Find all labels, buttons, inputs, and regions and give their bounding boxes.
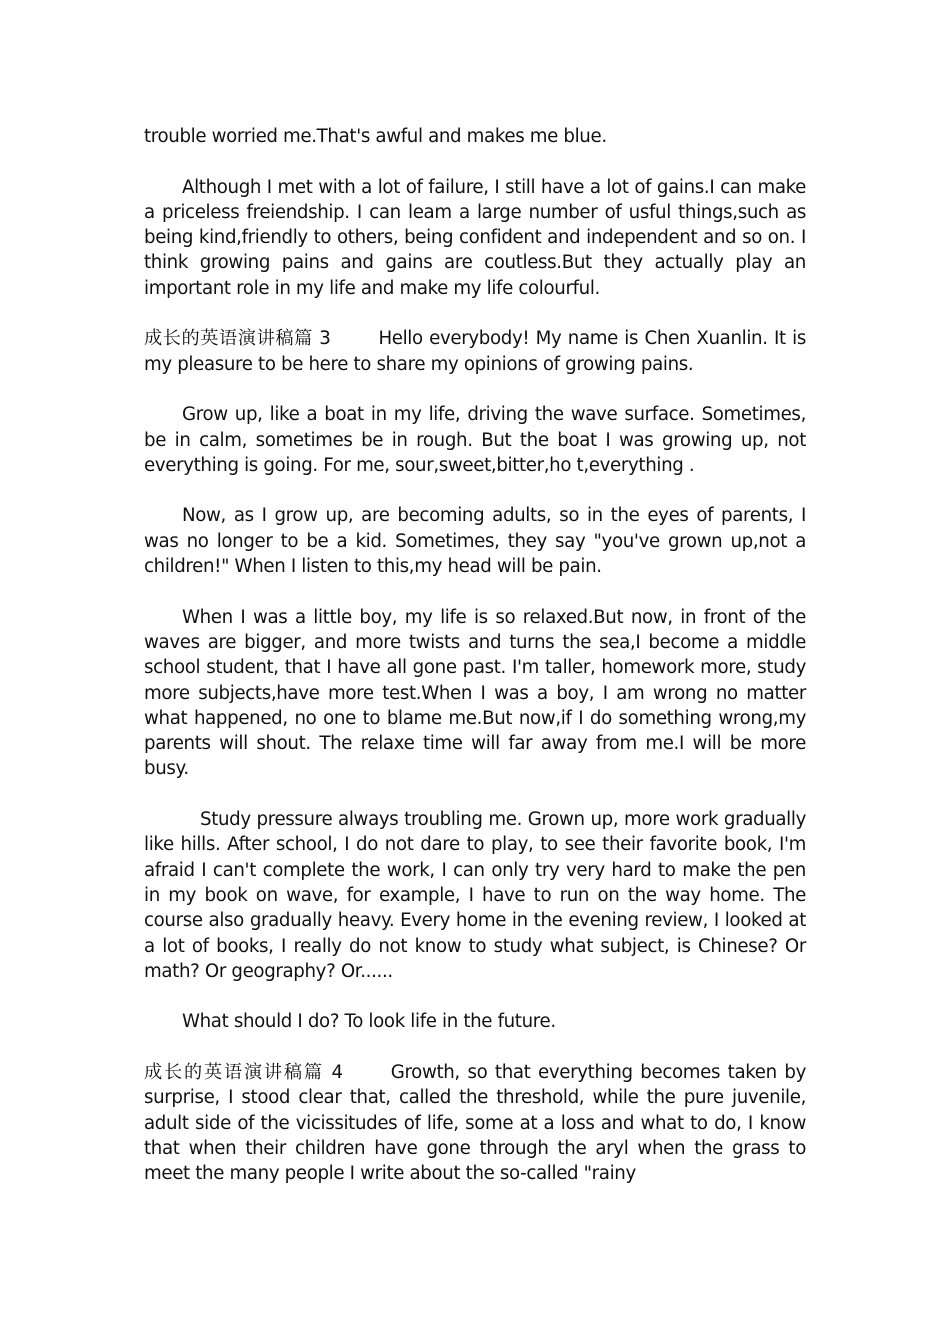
paragraph-text: Now, as I grow up, are becoming adults, so in the eyes of parents, I was no longer to be a kid. Sometimes, they say "you've grown up,not a children!" When I listen to this,my head will be pain. bbox=[144, 505, 806, 578]
paragraph-little-boy bbox=[144, 605, 806, 782]
paragraph-boat bbox=[144, 402, 806, 478]
paragraph-text: Study pressure always troubling me. Grown up, more work gradually like hills. After school, I do not dare to play, to see their favorite book, I'm afraid I can't complete the work, I can only try very hard to make the pen in my book on wave, for example, I have to run on the way home. The course also gradually heavy. Every home in the evening review, I looked at a lot of books, I really do not know to study what subject, is Chinese? Or math? Or geography? Or...... bbox=[144, 809, 806, 982]
section-heading-4: 成长的英语演讲稿篇 4 bbox=[144, 1061, 343, 1083]
paragraph-continuation bbox=[144, 124, 806, 149]
paragraph-adults bbox=[144, 503, 806, 579]
paragraph-what-should-i-do bbox=[144, 1009, 806, 1034]
document-body bbox=[144, 124, 806, 1186]
paragraph-text: Although I met with a lot of failure, I still have a lot of gains.I can make a priceless freiendship. I can leam a large number of usful things,such as being kind,friendly to others, being confident and independent and so on. I think growing pains and gains are coutless.But they actually play an important role in my life and make my life colourful. bbox=[144, 176, 806, 299]
paragraph-gains bbox=[144, 175, 806, 301]
paragraph-study-pressure bbox=[144, 807, 806, 984]
paragraph-text: Growth, so that everything becomes taken by surprise, I stood clear that, called the threshold, while the pure juvenile, adult side of the vicissitudes of life, some at a loss and what to do, I know that when their children have gone through the aryl when the grass to meet the many people I write about the so-called "rainy bbox=[144, 1061, 806, 1185]
section-heading-3: 成长的英语演讲稿篇 3 bbox=[144, 328, 331, 350]
paragraph-text: When I was a little boy, my life is so relaxed.But now, in front of the waves are bigger, and more twists and turns the sea,I become a middle school student, that I have all gone past. I'm taller, homework more, study more subjects,have more test.When I was a boy, I am wrong no matter what happened, no one to blame me.But now,if I do something wrong,my parents will shout. The relaxe time will far away from me.I will be more busy. bbox=[144, 606, 806, 780]
paragraph-speech-3-intro bbox=[144, 326, 806, 377]
paragraph-text: trouble worried me.That's awful and makes me blue. bbox=[144, 126, 607, 147]
paragraph-text: What should I do? To look life in the future. bbox=[182, 1011, 556, 1033]
paragraph-text: Hello everybody! My name is Chen Xuanlin. It is my pleasure to be here to share my opinions of growing pains. bbox=[144, 328, 806, 375]
paragraph-speech-4-intro bbox=[144, 1060, 806, 1186]
paragraph-text: Grow up, like a boat in my life, driving the wave surface. Sometimes, be in calm, sometimes be in rough. But the boat I was growing up, not everything is going. For me, sour,sweet,bitter,ho t,everything . bbox=[144, 404, 806, 476]
